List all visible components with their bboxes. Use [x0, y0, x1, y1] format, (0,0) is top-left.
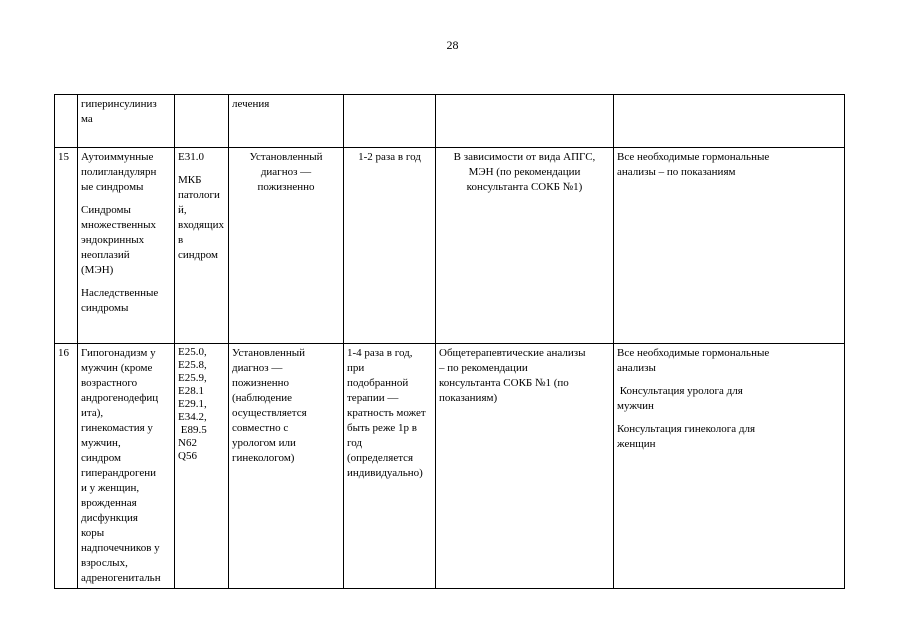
table-row: [55, 95, 845, 148]
cell-line: пожизненно: [232, 377, 289, 389]
cell-line: синдромы: [81, 302, 129, 314]
cell-line: E29.1,: [178, 398, 207, 410]
frequency-cell: [344, 344, 436, 589]
cell-line: E34.2,: [178, 411, 207, 423]
row-number-cell: [55, 95, 78, 148]
cell-line: ые синдромы: [81, 181, 144, 193]
cell-line: совместно с: [232, 422, 289, 434]
dispensary-period-cell: [229, 148, 344, 344]
page-number: 28: [446, 38, 459, 52]
table-row: [55, 148, 845, 344]
consultations-cell: [614, 95, 845, 148]
cell-line: гинекологом): [232, 452, 295, 464]
cell-line: синдром: [81, 452, 122, 464]
cell-line: E89.5: [178, 424, 207, 436]
cell-line: анализы – по показаниям: [617, 166, 736, 178]
cell-line: эндокринных: [81, 234, 145, 246]
cell-line: Консультация гинеколога для: [617, 423, 756, 435]
cell-line: Все необходимые гормональные: [617, 347, 770, 359]
cell-line: консультанта СОКБ №1 (по: [439, 377, 569, 389]
cell-line: терапии —: [347, 392, 399, 404]
cell-line: МКБ: [178, 174, 202, 186]
cell-line: E31.0: [178, 151, 204, 163]
cell-line: – по рекомендации: [439, 362, 528, 374]
cell-line: мужчин,: [81, 437, 121, 449]
cell-line: врожденная: [81, 497, 137, 509]
icd-code-cell: [175, 95, 229, 148]
cell-line: урологом или: [232, 437, 296, 449]
row-number-cell: [55, 148, 78, 344]
frequency-cell: [344, 95, 436, 148]
cell-line: МЭН (по рекомендации: [468, 166, 581, 178]
cell-line: 1-2 раза в год: [358, 151, 421, 163]
diagnosis-cell: [78, 148, 175, 344]
cell-line: (МЭН): [81, 264, 114, 276]
cell-line: осуществляется: [232, 407, 307, 419]
cell-line: множественных: [81, 219, 157, 231]
cell-line: E25.8,: [178, 359, 207, 371]
cell-line: коры: [81, 527, 105, 539]
cell-line: В зависимости от вида АПГС,: [453, 151, 596, 163]
cell-line: надпочечников у: [81, 542, 160, 554]
cell-line: мужчин: [617, 400, 654, 412]
cell-line: индивидуально): [347, 467, 423, 479]
cell-line: Общетерапевтические анализы: [439, 347, 586, 359]
cell-line: (наблюдение: [232, 392, 293, 404]
cell-line: E25.9,: [178, 372, 207, 384]
dispensary-period-cell: [229, 344, 344, 589]
cell-line: возрастного: [81, 377, 138, 389]
cell-line: женщин: [617, 438, 656, 450]
cell-line: пожизненно: [257, 181, 315, 193]
examinations-cell: [436, 95, 614, 148]
cell-line: E28.1: [178, 385, 204, 397]
cell-line: консультанта СОКБ №1): [466, 181, 583, 193]
cell-line: Q56: [178, 450, 197, 462]
diagnosis-cell: [78, 344, 175, 589]
cell-line: диагноз —: [232, 362, 283, 374]
cell-line: Гипогонадизм у: [81, 347, 156, 359]
row-number: 15: [58, 151, 69, 163]
dispensary-table: [54, 94, 845, 589]
icd-code-cell: [175, 148, 229, 344]
cell-line: входящих: [178, 219, 224, 231]
cell-line: в: [178, 234, 184, 246]
cell-line: Все необходимые гормональные: [617, 151, 770, 163]
examinations-cell: [436, 148, 614, 344]
cell-line: E25.0,: [178, 346, 207, 358]
cell-line: диагноз —: [260, 166, 312, 178]
cell-line: дисфункция: [81, 512, 138, 524]
cell-line: й,: [178, 204, 187, 216]
cell-line: мужчин (кроме: [81, 362, 153, 374]
cell-line: 1-4 раза в год,: [347, 347, 413, 359]
cell-line: Наследственные: [81, 287, 159, 299]
cell-line: анализы: [617, 362, 656, 374]
cell-line: Синдромы: [81, 204, 131, 216]
cell-line: Консультация уролога для: [617, 385, 743, 397]
cell-line: при: [347, 362, 365, 374]
cell-line: ма: [81, 113, 93, 125]
dispensary-period-cell: [229, 95, 344, 148]
cell-line: гинекомастия у: [81, 422, 153, 434]
cell-line: год: [347, 437, 363, 449]
cell-line: показаниям): [439, 392, 498, 404]
consultations-cell: [614, 148, 845, 344]
cell-line: гиперандрогени: [81, 467, 157, 479]
cell-line: неоплазий: [81, 249, 130, 261]
icd-code-cell: [175, 344, 229, 589]
cell-line: адреногенитальн: [81, 572, 161, 584]
cell-line: ита),: [81, 407, 104, 419]
cell-line: взрослых,: [81, 557, 128, 569]
cell-line: и у женщин,: [81, 482, 140, 494]
cell-line: Установленный: [232, 347, 306, 359]
cell-line: быть реже 1р в: [347, 422, 417, 434]
cell-line: лечения: [232, 98, 270, 110]
frequency-cell: [344, 148, 436, 344]
diagnosis-cell: [78, 95, 175, 148]
cell-line: N62: [178, 437, 197, 449]
consultations-cell: [614, 344, 845, 589]
cell-line: гиперинсулиниз: [81, 98, 157, 110]
row-number: 16: [58, 347, 69, 359]
cell-line: синдром: [178, 249, 219, 261]
table-row: [55, 344, 845, 589]
cell-line: полигландулярн: [81, 166, 157, 178]
cell-line: патологи: [178, 189, 220, 201]
cell-line: кратность может: [347, 407, 426, 419]
cell-line: подобранной: [347, 377, 409, 389]
cell-line: андрогенодефиц: [81, 392, 159, 404]
cell-line: Аутоиммунные: [81, 151, 154, 163]
cell-line: (определяется: [347, 452, 414, 464]
row-number-cell: [55, 344, 78, 589]
examinations-cell: [436, 344, 614, 589]
cell-line: Установленный: [249, 151, 323, 163]
